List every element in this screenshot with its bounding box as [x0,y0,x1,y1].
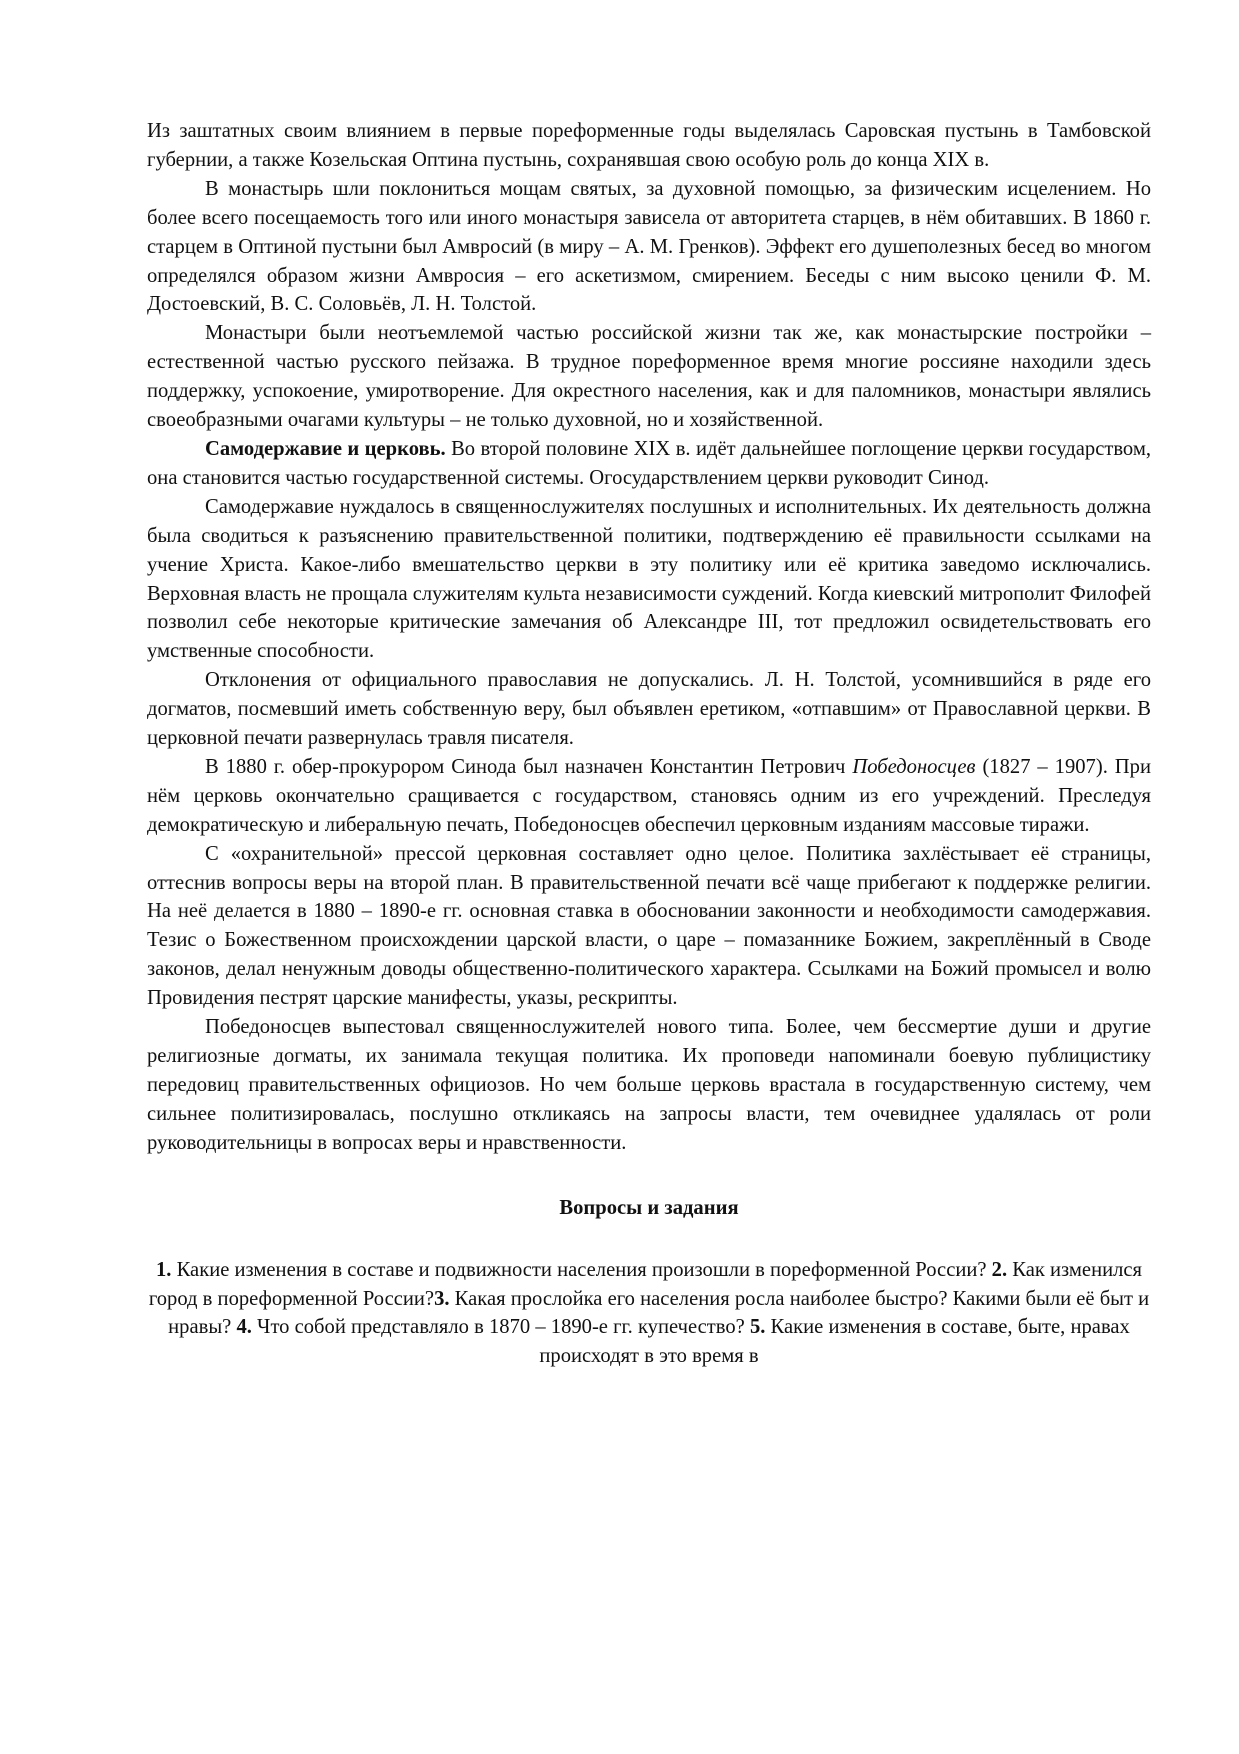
paragraph-text: В 1880 г. обер-прокурором Синода был назначен Константин Петрович [205,755,853,778]
paragraph-text: Монастыри были неотъемлемой частью российской жизни так же, как монастырские постройки – естественной частью русского пейзажа. В трудное пореформенное время многие россияне находили здесь поддержку, успокоение, умиротворение. Для окрестного населения, как и для паломников, монастыри являлись своеобразными очагами культуры – не только духовной, но и хозяйственной. [147,322,1151,432]
paragraph-text: Самодержавие нуждалось в священнослужителях послушных и исполнительных. Их деятельность должна была сводиться к разъяснению правительственной политики, подтверждению её правильности ссылками на учение Христа. Какое-либо вмешательство церкви в эту политику или её критика заведомо исключались. Верховная власть не прощала служителям культа независимости суждений. Когда киевский митрополит Филофей позволил себе некоторые критические замечания об Александре III, тот предложил освидетельствовать его умственные способности. [147,495,1151,663]
question-text: Что собой представляло в 1870 – 1890-е гг. купечество? [251,1316,750,1339]
paragraph-text: С «охранительной» прессой церковная составляет одно целое. Политика захлёстывает её страницы, оттеснив вопросы веры на второй план. В правительственной печати всё чаще прибегают к поддержке религии. На неё делается в 1880 – 1890-е гг. основная ставка в обосновании законности и необходимости самодержавия. Тезис о Божественном происхождении царской власти, о царе – помазаннике Божием, закреплённый в Своде законов, делал ненужным доводы общественно-политического характера. Ссылками на Божий промысел и волю Провидения пестрят царские манифесты, указы, рескрипты. [147,842,1151,1010]
paragraph-text: В монастырь шли поклониться мощам святых, за духовной помощью, за физическим исцелением. Но более всего посещаемость того или иного монастыря зависела от авторитета старцев, в нём обитавших. В 1860 г. старцем в Оптиной пустыни был Амвросий (в миру – А. М. Гренков). Эффект его душеполезных бесед во многом определялся образом жизни Амвросия – его аскетизмом, смирением. Беседы с ним высоко ценили Ф. М. Достоевский, В. С. Соловьёв, Л. Н. Толстой. [147,177,1151,316]
paragraph [147,493,1151,666]
paragraph-heading: Самодержавие и церковь. [205,437,446,460]
document-page [147,117,1151,1371]
question-text: Как изменился город в пореформенной России? [148,1258,1142,1310]
question-number: 5. [749,1316,766,1339]
paragraph [147,666,1151,753]
question-number: 1. [155,1258,172,1281]
paragraph-text: Из заштатных своим влиянием в первые пореформенные годы выделялась Саровская пустынь в Тамбовской губернии, а также Козельская Оптина пустынь, сохранявшая свою особую роль до конца XIX в. [147,120,1151,171]
paragraph [147,319,1151,435]
paragraph-text: Победоносцев выпестовал священнослужителей нового типа. Более, чем бессмертие души и другие религиозные догматы, их занимала текущая политика. Их проповеди напоминали боевую публицистику передовиц правительственных официозов. Но чем больше церковь врастала в государственную систему, чем сильнее политизировалась, послушно откликаясь на запросы власти, тем очевиднее удалялась от роли руководительницы в вопросах веры и нравственности. [147,1016,1151,1154]
question-text: Какая прослойка его населения росла наиболее быстро? Какими были её быт и нравы? [168,1287,1150,1339]
emphasized-name: Победоносцев [852,755,976,778]
question-number: 4. [236,1316,252,1339]
body-text [147,117,1151,1158]
paragraph-text: Во второй половине XIX в. идёт дальнейшее поглощение церкви государством, она становится частью государственной системы. Огосударствлением церкви руководит Синод. [147,437,1152,489]
questions-block [147,1256,1151,1372]
paragraph [147,175,1151,320]
section-title: Вопросы и задания [559,1196,739,1219]
question-text: Какие изменения в составе и подвижности населения произошли в пореформенной России? [171,1258,992,1281]
question-text: Какие изменения в составе, быте, нравах происходят в это время в [539,1316,1130,1368]
paragraph-text: Отклонения от официального православия не допускались. Л. Н. Толстой, усомнившийся в ряде его догматов, посмевший иметь собственную веру, был объявлен еретиком, «отпавшим» от Православной церкви. В церковной печати развернулась травля писателя. [147,669,1151,750]
paragraph [147,1013,1151,1158]
paragraph [147,840,1151,1013]
paragraph [147,435,1151,493]
question-number: 2. [991,1258,1008,1281]
question-number: 3. [434,1287,450,1310]
paragraph-text: (1827 – 1907). При нём церковь окончательно сращивается с государством, становясь одним из его учреждений. Преследуя демократическую и либеральную печать, Победоносцев обеспечил церковным изданиям массовые тиражи. [147,755,1151,836]
paragraph [147,117,1151,175]
paragraph [147,753,1151,840]
